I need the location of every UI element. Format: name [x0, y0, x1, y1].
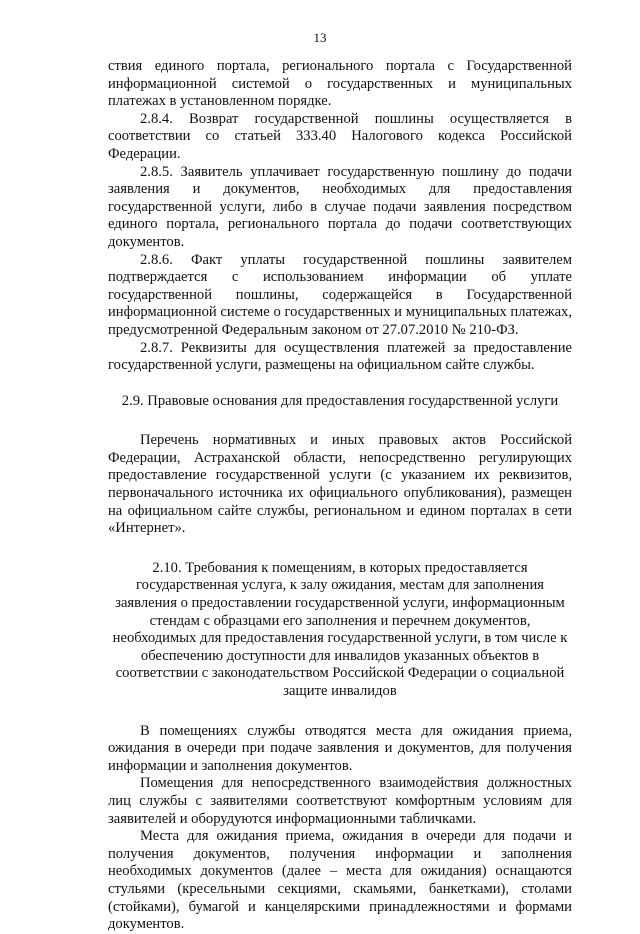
paragraph-2-10-2: Помещения для непосредственного взаимодействия должностных лиц службы с заявителями соответствуют комфортным условиям для заявителей и оборудуются информационными табличками.: [108, 775, 572, 827]
paragraph-2-9-body: Перечень нормативных и иных правовых актов Российской Федерации, Астраханской области, непосредственно регулирующих предоставление государственной услуги (с указанием их реквизитов, первоначального источника их официального опубликования), размещен на официальном сайте службы, региональном и едином порталах в сети «Интернет».: [108, 432, 572, 537]
paragraph-2-10-3: Места для ожидания приема, ожидания в очереди для подачи и получения документов, получения информации и заполнения необходимых документов (далее – места для ожидания) оснащаются стульями (кресельными секциями, скамьями, банкетками), столами (стойками), бумагой и канцелярскими принадлежностями и формами документов.: [108, 828, 572, 933]
section-heading-2-9: 2.9. Правовые основания для предоставления государственной услуги: [121, 392, 559, 409]
paragraph-continuation: ствия единого портала, регионального портала с Государственной информационной системой о государственных и муниципальных платежах в установленном порядке.: [108, 58, 572, 110]
paragraph-2-8-6: 2.8.6. Факт уплаты государственной пошлины заявителем подтверждается с использованием информации об уплате государственной пошлины, содержащейся в Государственной информационной системе о государственных и муниципальных платежах, предусмотренной Федеральным законом от 27.07.2010 № 210-ФЗ.: [108, 251, 572, 338]
section-heading-2-10: 2.10. Требования к помещениям, в которых предоставляется государственная услуга, к залу ожидания, местам для заполнения заявления о предоставлении государственной услуги, информационным стендам с образцами его заполнения и перечнем документов, необходимых для предоставления государственной услуги, в том числе к обеспечению доступности для инвалидов указанных объектов в соответствии с законодательством Российской Федерации о социальной защите инвалидов: [112, 559, 568, 699]
paragraph-2-8-4: 2.8.4. Возврат государственной пошлины осуществляется в соответствии со статьей 333.40 Налогового кодекса Российской Федерации.: [108, 110, 572, 162]
paragraph-2-10-1: В помещениях службы отводятся места для ожидания приема, ожидания в очереди при подаче заявления и документов, для получения информации и заполнения документов.: [108, 722, 572, 774]
page-number: 13: [313, 30, 327, 45]
document-body: [108, 58, 572, 934]
paragraph-2-8-7: 2.8.7. Реквизиты для осуществления платежей за предоставление государственной услуги, размещены на официальном сайте службы.: [108, 339, 572, 374]
paragraph-2-8-5: 2.8.5. Заявитель уплачивает государственную пошлину до подачи заявления и документов, необходимых для предоставления государственной услуги, либо в случае подачи заявления посредством единого портала, регионального портала до подачи соответствующих документов.: [108, 163, 572, 250]
